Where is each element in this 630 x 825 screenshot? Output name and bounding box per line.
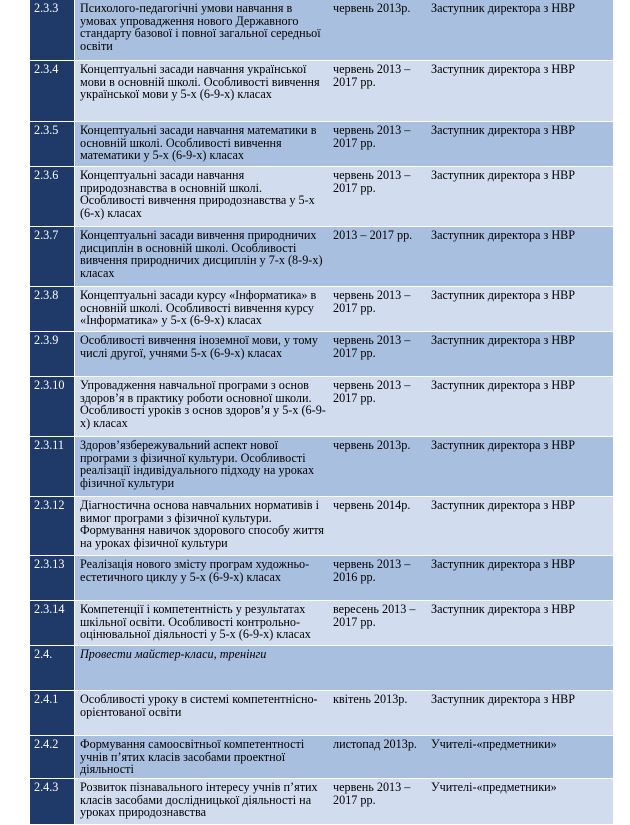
row-responsible: Учителі-«предметники» xyxy=(431,737,557,751)
row-number: 2.3.11 xyxy=(30,437,75,496)
row-number: 2.4.2 xyxy=(30,736,75,778)
row-responsible: Заступник директора з НВР xyxy=(431,378,576,392)
plan-table xyxy=(30,0,613,825)
table-row xyxy=(30,601,613,646)
row-number: 2.3.14 xyxy=(30,601,75,645)
row-topic: Концептуальні засади навчання природознавства в основній школі. Особливості вивчення природознавства у 5-х (6-х) класах xyxy=(80,168,315,220)
table-row xyxy=(30,287,613,332)
row-responsible: Заступник директора з НВР xyxy=(431,1,576,15)
row-number: 2.3.6 xyxy=(30,167,75,226)
row-responsible: Заступник директора з НВР xyxy=(431,498,576,512)
row-topic: Реалізація нового змісту програм художньо-естетичного циклу у 5-х (6-9-х) класах xyxy=(80,557,310,584)
row-term: червень 2013 – 2017 рр. xyxy=(333,123,411,150)
row-term: червень 2013р. xyxy=(333,1,411,15)
row-topic: Особливості уроку в системі компетентнісно-орієнтованої освіти xyxy=(80,692,318,719)
row-number: 2.3.12 xyxy=(30,497,75,555)
row-term: червень 2013 – 2017 рр. xyxy=(333,168,411,195)
row-responsible: Заступник директора з НВР xyxy=(431,333,576,347)
row-number: 2.3.13 xyxy=(30,556,75,600)
row-number: 2.3.3 xyxy=(30,0,75,60)
table-row xyxy=(30,437,613,497)
row-topic: Психолого-педагогічні умови навчання в умовах упровадження нового Державного стандарту базової і повної загальної середньої освіти xyxy=(80,1,321,53)
row-number: 2.3.10 xyxy=(30,377,75,436)
table-row xyxy=(30,736,613,779)
row-term: червень 2014р. xyxy=(333,498,411,512)
row-number: 2.3.4 xyxy=(30,61,75,121)
row-topic: Упровадження навчальної програми з основ здоров’я в практику роботи основної школи. Особливості уроків з основ здоров’я у 5-х (6-9-х) класах xyxy=(80,378,326,430)
row-term: червень 2013 – 2016 рр. xyxy=(333,557,411,584)
row-term: квітень 2013р. xyxy=(333,692,408,706)
section-row xyxy=(30,646,613,691)
table-row xyxy=(30,61,613,122)
row-responsible: Учителі-«предметники» xyxy=(431,780,557,794)
row-number: 2.4.1 xyxy=(30,691,75,735)
row-responsible: Заступник директора з НВР xyxy=(431,602,576,616)
table-row xyxy=(30,377,613,437)
row-responsible: Заступник директора з НВР xyxy=(431,62,576,76)
table-row xyxy=(30,497,613,556)
row-term: червень 2013 – 2017 рр. xyxy=(333,288,411,315)
row-topic: Здоров’язбережувальний аспект нової програми з фізичної культури. Особливості реалізації індивідуального підходу на уроках фізичної культури xyxy=(80,438,315,490)
table-row xyxy=(30,0,613,61)
row-topic: Компетенції і компетентність у результатах шкільної освіти. Особливості контрольно-оцінювальної діяльності у 5-х (6-9-х) класах xyxy=(80,602,311,642)
row-responsible: Заступник директора з НВР xyxy=(431,228,576,242)
row-topic: Концептуальні засади вивчення природничих дисциплін в основній школі. Особливості вивчення природничих дисциплін у 7-х (8-9-х) класах xyxy=(80,228,323,280)
table-row xyxy=(30,691,613,736)
row-responsible: Заступник директора з НВР xyxy=(431,123,576,137)
row-topic: Розвиток пізнавального інтересу учнів п’ятих класів засобами дослідницької діяльності на уроках природознавства xyxy=(80,780,318,820)
table-row xyxy=(30,167,613,227)
row-number: 2.3.7 xyxy=(30,227,75,286)
row-topic: Формування самоосвітньої компетентності учнів п’ятих класів засобами проектної діяльності xyxy=(80,737,305,777)
row-number: 2.3.5 xyxy=(30,122,75,166)
row-term: листопад 2013р. xyxy=(333,737,417,751)
row-term: 2013 – 2017 рр. xyxy=(333,228,413,242)
row-number: 2.4.3 xyxy=(30,779,75,824)
row-number: 2.3.9 xyxy=(30,332,75,376)
row-topic: Концептуальні засади курсу «Інформатика» в основній школі. Особливості вивчення курсу «Інформатика» у 5-х (6-9-х) класах xyxy=(80,288,317,328)
row-term: червень 2013 – 2017 рр. xyxy=(333,62,411,89)
row-responsible: Заступник директора з НВР xyxy=(431,692,576,706)
row-topic: Діагностична основа навчальних нормативів і вимог програми з фізичної культури. Формування навичок здорового способу життя на уроках фізичної культури xyxy=(80,498,324,550)
row-topic: Концептуальні засади навчання української мови в основній школі. Особливості вивчення української мови у 5-х (6-9-х) класах xyxy=(80,62,320,102)
table-row xyxy=(30,227,613,287)
row-responsible: Заступник директора з НВР xyxy=(431,168,576,182)
table-row xyxy=(30,332,613,377)
table-row xyxy=(30,779,613,825)
table-row xyxy=(30,556,613,601)
row-term: червень 2013р. xyxy=(333,438,411,452)
row-topic: Концептуальні засади навчання математики в основній школі. Особливості вивчення математики у 5-х (6-9-х) класах xyxy=(80,123,317,163)
row-term: червень 2013 – 2017 рр. xyxy=(333,780,411,807)
row-term: червень 2013 – 2017 рр. xyxy=(333,378,411,405)
row-responsible: Заступник директора з НВР xyxy=(431,288,576,302)
section-number: 2.4. xyxy=(30,646,75,690)
section-title: Провести майстер-класи, тренінги xyxy=(80,647,267,661)
row-term: вересень 2013 – 2017 рр. xyxy=(333,602,416,629)
row-topic: Особливості вивчення іноземної мови, у тому числі другої, учнями 5-х (6-9-х) класах xyxy=(80,333,318,360)
row-term: червень 2013 – 2017 рр. xyxy=(333,333,411,360)
table-row xyxy=(30,122,613,167)
row-responsible: Заступник директора з НВР xyxy=(431,557,576,571)
row-number: 2.3.8 xyxy=(30,287,75,331)
row-responsible: Заступник директора з НВР xyxy=(431,438,576,452)
